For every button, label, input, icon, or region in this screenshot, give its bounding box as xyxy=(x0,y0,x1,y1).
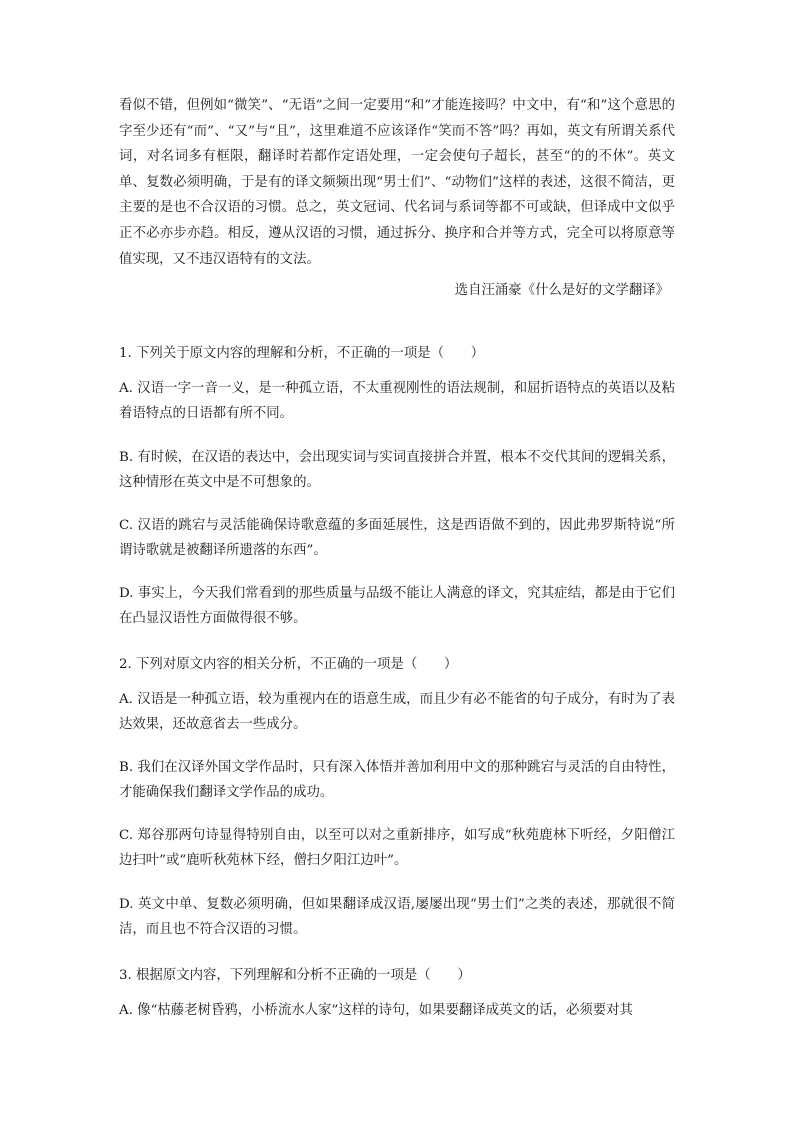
question-option: B. 我们在汉译外国文学作品时，只有深入体悟并善加利用中文的那种跳宕与灵活的自由特性，才能确保我们翻译文学作品的成功。 xyxy=(119,760,675,800)
question-option: D. 英文中单、复数必须明确，但如果翻译成汉语,屡屡出现“男士们”之类的表述，那就很不简洁，而且也不符合汉语的习惯。 xyxy=(119,897,675,937)
source-citation: 选自汪涌豪《什么是好的文学翻译》 xyxy=(454,283,669,299)
question-option: A. 汉语一字一音一义，是一种孤立语，不太重视刚性的语法规制，和屈折语特点的英语以及粘着语特点的日语都有所不同。 xyxy=(119,381,675,421)
document-body xyxy=(119,93,675,1018)
question-option: C. 汉语的跳宕与灵活能确保诗歌意蕴的多面延展性，这是西语做不到的，因此弗罗斯特说“所谓诗歌就是被翻译所遗落的东西”。 xyxy=(119,518,675,558)
question-stem: 1. 下列关于原文内容的理解和分析，不正确的一项是（ ） xyxy=(119,346,485,361)
question-option: B. 有时候，在汉语的表达中，会出现实词与实词直接拼合并置，根本不交代其间的逻辑关系，这种情形在英文中是不可想象的。 xyxy=(119,450,675,490)
question-option: A. 像“枯藤老树昏鸦，小桥流水人家”这样的诗句，如果要翻译成英文的话，必须要对其 xyxy=(119,1003,633,1018)
question-option: C. 郑谷那两句诗显得特别自由，以至可以对之重新排序，如写成“秋苑鹿林下听经，夕阳僧江边扫叶”或“鹿听秋苑林下经，僧扫夕阳江边叶”。 xyxy=(119,828,675,868)
question-option: D. 事实上，今天我们常看到的那些质量与品级不能让人满意的译文，究其症结，都是由于它们在凸显汉语性方面做得很不够。 xyxy=(119,586,675,626)
question-stem: 2. 下列对原文内容的相关分析，不正确的一项是（ ） xyxy=(119,657,458,672)
question-stem: 3. 根据原文内容，下列理解和分析不正确的一项是（ ） xyxy=(119,968,471,983)
passage-text: 看似不错，但例如“微笑”、“无语”之间一定要用“和”才能连接吗？中文中，有“和”这个意思的字至少还有“而”、“又”与“且”，这里难道不应该译作“笑而不答”吗？再如，英文有所谓关系代词，对名词多有框限，翻译时若都作定语处理，一定会使句子超长，甚至“的的不休”。英文单、复数必须明确，于是有的译文频频出现“男士们”、“动物们”这样的表述，这很不简洁，更主要的是也不合汉语的习惯。总之，英文冠词、代名词与系词等都不可或缺，但译成中文似乎正不必亦步亦趋。相反，遵从汉语的习惯，通过拆分、换序和合并等方式，完全可以将原意等值实现，又不违汉语特有的文法。 xyxy=(119,98,675,267)
question-option: A. 汉语是一种孤立语，较为重视内在的语意生成，而且少有必不能省的句子成分，有时为了表达效果，还故意省去一些成分。 xyxy=(119,692,675,732)
